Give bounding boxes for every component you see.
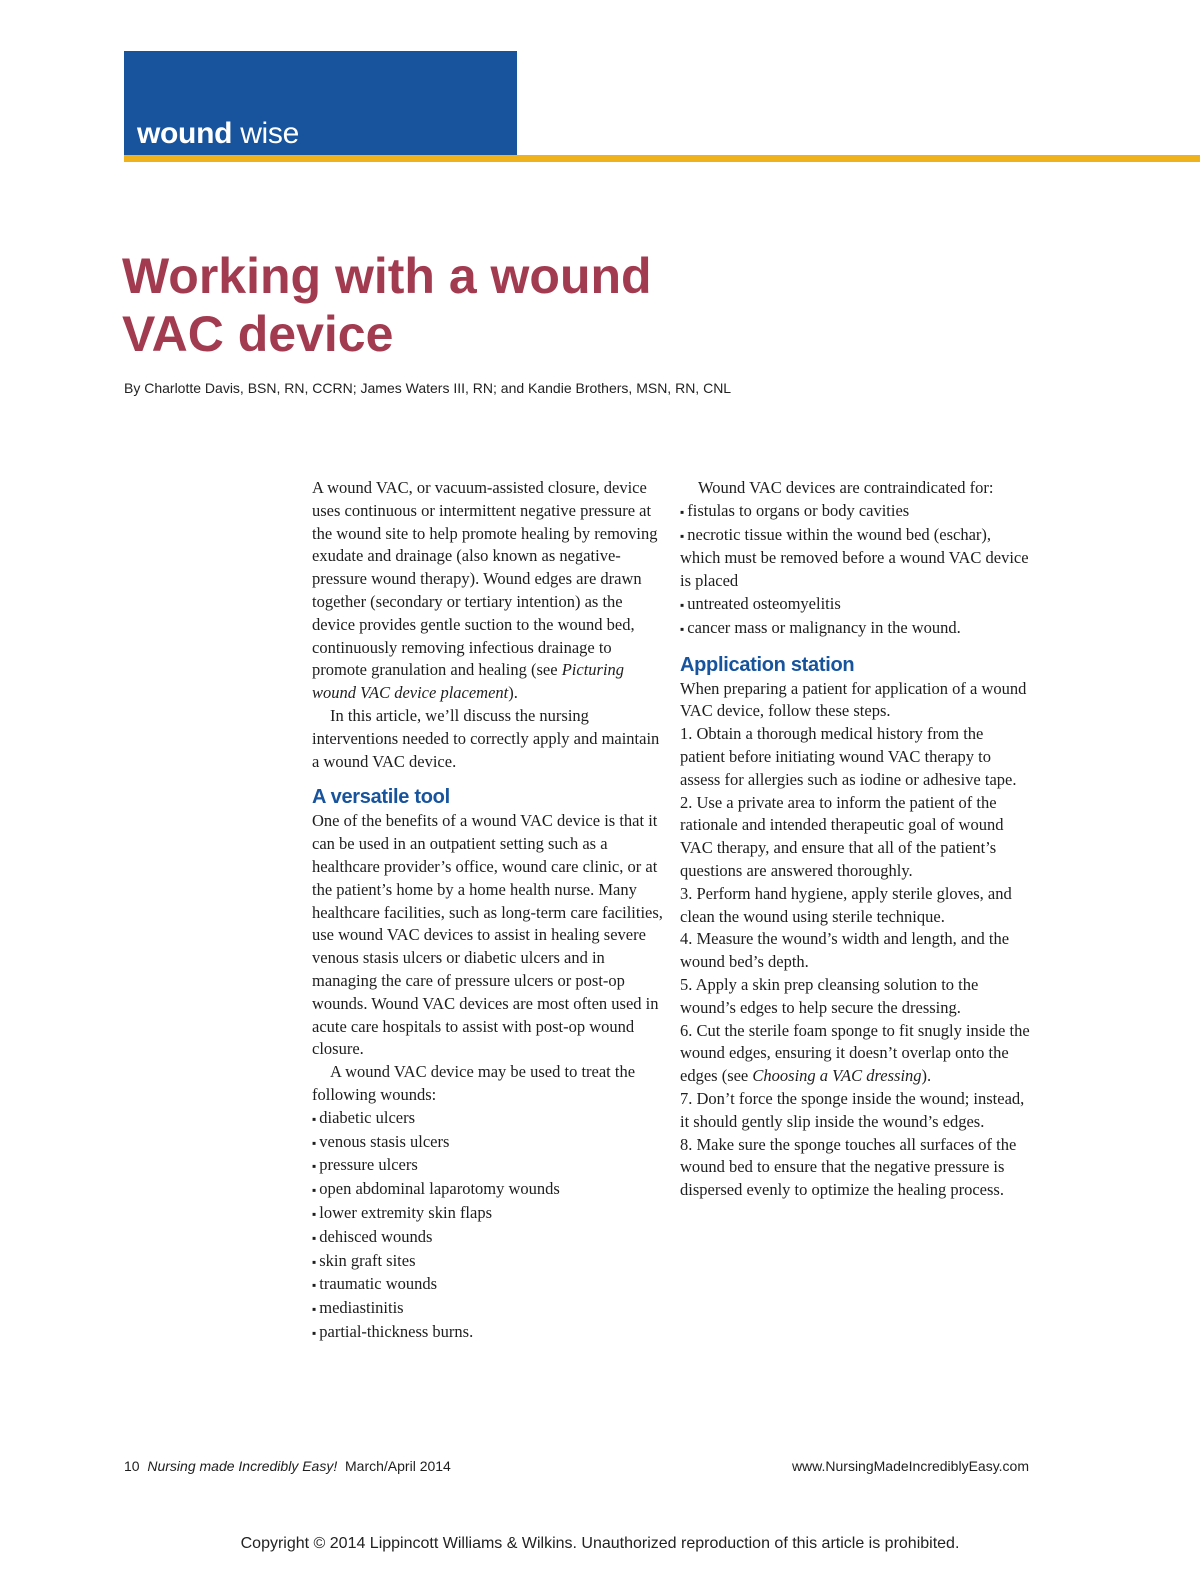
department-label-strong: wound [137, 117, 233, 150]
list-item: ▪ partial-thickness burns. [312, 1321, 664, 1345]
contraindications-list [680, 500, 1032, 641]
list-item: ▪ open abdominal laparotomy wounds [312, 1178, 664, 1202]
page-number: 10 [124, 1458, 140, 1474]
step-8: 8. Make sure the sponge touches all surfaces of the wound bed to ensure that the negative pressure is dispersed evenly to optimize the healing process. [680, 1134, 1017, 1200]
step-4: 4. Measure the wound’s width and length, and the wound bed’s depth. [680, 929, 1010, 972]
list-item: ▪ untreated osteomyelitis [680, 593, 1032, 617]
step-7: 7. Don’t force the sponge inside the wound; instead, it should gently slip inside the wound’s edges. [680, 1088, 1025, 1131]
intro-end: ). [508, 683, 518, 703]
step-3: 3. Perform hand hygiene, apply sterile gloves, and clean the wound using sterile technique. [680, 883, 1012, 926]
title-line-1: Working with a wound [122, 248, 652, 304]
header-rule [124, 155, 1200, 162]
intro-paragraph [312, 477, 664, 705]
list-item: ▪ skin graft sites [312, 1250, 664, 1274]
contraindications-intro: Wound VAC devices are contraindicated for: [698, 478, 994, 497]
step-2: 2. Use a private area to inform the patient of the rationale and intended therapeutic goal of wound VAC therapy, and ensure that all of the patient’s questions are answered thoroughly. [680, 792, 1004, 880]
list-item: ▪ mediastinitis [312, 1297, 664, 1321]
application-intro: When preparing a patient for application of a wound VAC device, follow these steps. [680, 678, 1027, 721]
list-item: ▪ traumatic wounds [312, 1273, 664, 1297]
copyright-notice: Copyright © 2014 Lippincott Williams & Wilkins. Unauthorized reproduction of this article is prohibited. [240, 1535, 960, 1552]
figure-reference: Picturing wound VAC device placement [312, 660, 625, 703]
step-6-text: 6. Cut the sterile foam sponge to fit snugly inside the wound edges, ensuring it doesn’t overlap onto the edges (see [680, 1020, 1030, 1086]
department-label [137, 117, 299, 151]
intro-text: A wound VAC, or vacuum-assisted closure, device uses continuous or intermittent negative pressure at the wound site to help promote healing by removing exudate and drainage (also known as negative-pressure wound therapy). Wound edges are drawn together (secondary or tertiary intention) as the device provides gentle suction to the wound bed, continuously removing infectious drainage to promote granulation and healing (see [312, 478, 658, 680]
right-column [680, 477, 1032, 1202]
list-item: ▪ diabetic ulcers [312, 1107, 664, 1131]
issue-date: March/April 2014 [345, 1458, 451, 1474]
website-link[interactable]: www.NursingMadeIncrediblyEasy.com [791, 1458, 1029, 1474]
list-item: ▪ cancer mass or malignancy in the wound. [680, 617, 1032, 641]
byline: By Charlotte Davis, BSN, RN, CCRN; James Waters III, RN; and Kandie Brothers, MSN, RN, CNL [124, 380, 732, 396]
publication-name: Nursing made Incredibly Easy! [147, 1458, 338, 1474]
department-label-light: wise [240, 117, 300, 150]
step-1: 1. Obtain a thorough medical history from the patient before initiating wound VAC therapy to assess for allergies such as iodine or adhesive tape. [680, 724, 1017, 789]
intro-paragraph-2: In this article, we’ll discuss the nursing interventions needed to correctly apply and maintain a wound VAC device. [312, 705, 660, 771]
sidebar-reference: Choosing a VAC dressing [752, 1066, 922, 1086]
versatile-paragraph-2: A wound VAC device may be used to treat the following wounds: [312, 1062, 636, 1104]
step-6-end: ). [921, 1066, 932, 1086]
list-item: ▪ necrotic tissue within the wound bed (eschar), which must be removed before a wound VAC device is placed [680, 524, 1032, 593]
list-item: ▪ venous stasis ulcers [312, 1131, 664, 1155]
list-item: ▪ fistulas to organs or body cavities [680, 500, 1032, 524]
list-item: ▪ lower extremity skin flaps [312, 1202, 664, 1226]
step-6 [680, 1020, 1032, 1088]
left-column [312, 477, 664, 1345]
list-item: ▪ pressure ulcers [312, 1154, 664, 1178]
section-heading-versatile-tool: A versatile tool [312, 786, 450, 809]
wound-types-list [312, 1107, 664, 1345]
list-item: ▪ dehisced wounds [312, 1226, 664, 1250]
page-footer [124, 1458, 451, 1474]
title-line-2: VAC device [122, 306, 394, 362]
article-title [122, 247, 652, 363]
section-heading-application-station: Application station [680, 653, 855, 676]
step-5: 5. Apply a skin prep cleansing solution to the wound’s edges to help secure the dressing. [680, 974, 979, 1017]
versatile-paragraph: One of the benefits of a wound VAC device is that it can be used in an outpatient setting such as a healthcare provider’s office, wound care clinic, or at the patient’s home by a home health nurse. Many healthcare facilities, such as long-term care facilities, use wound VAC devices to assist in healing severe venous stasis ulcers or diabetic ulcers and in managing the care of pressure ulcers or post-op wounds. Wound VAC devices are most often used in acute care hospitals to assist with post-op wound closure. [312, 811, 663, 1059]
